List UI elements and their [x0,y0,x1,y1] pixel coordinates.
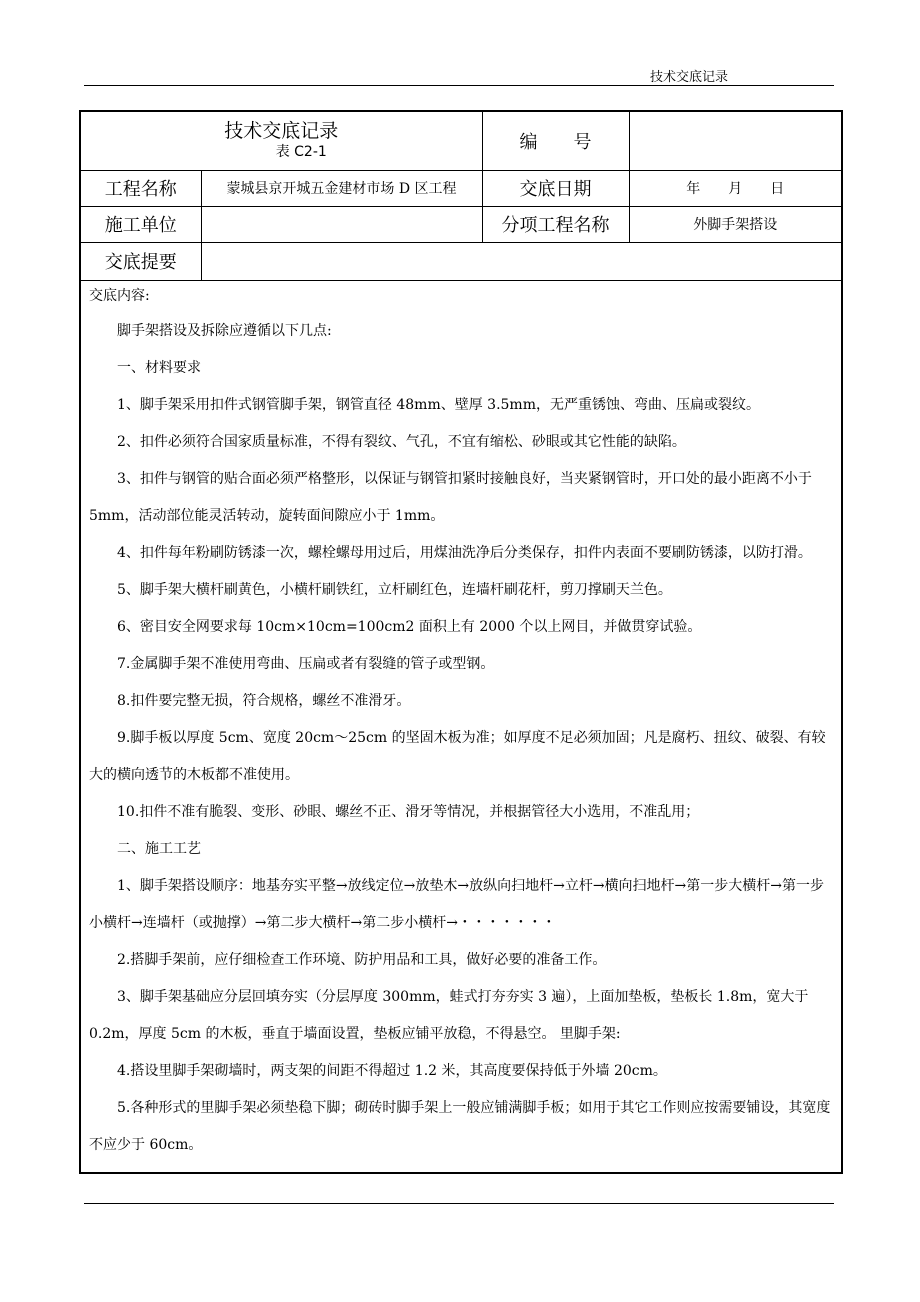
content-paragraph: 一、材料要求 [117,359,201,376]
content-paragraph: 3、扣件与钢管的贴合面必须严格整形，以保证与钢管扣紧时接触良好，当夹紧钢管时，开口处的最小距离不小于 5mm，活动部位能灵活转动，旋转面间隙应小于 1mm。 [89,470,812,524]
date-label: 交底日期 [482,170,629,206]
number-label: 编 号 [482,111,629,170]
content-paragraph: 脚手架搭设及拆除应遵循以下几点: [117,322,332,339]
content-paragraph: 5.各种形式的里脚手架必须垫稳下脚；砌砖时脚手架上一般应铺满脚手板；如用于其它工作则应按需要铺设，其宽度不应少于 60cm。 [89,1099,831,1153]
content-paragraph: 5、脚手架大横杆刷黄色，小横杆刷铁红，立杆刷红色，连墙杆刷花杆，剪刀撑刷天兰色。 [117,581,672,598]
form-subtitle: 表 C2-1 [275,143,327,160]
content-paragraph: 3、脚手架基础应分层回填夯实（分层厚度 300mm，蛙式打夯夯实 3 遍），上面加垫板，垫板长 1.8m，宽大于 0.2m，厚度 5cm 的木板，垂直于墙面设置，垫板应铺平放稳，不得悬空。 里脚手架: [89,988,809,1042]
project-name-value[interactable]: 蒙城县京开城五金建材市场 D 区工程 [201,170,482,206]
content-paragraph: 4.搭设里脚手架砌墙时，两支架的间距不得超过 1.2 米，其高度要保持低于外墙 20cm。 [117,1062,667,1079]
disclosure-content-cell [80,280,842,1173]
disclosure-form-table [79,110,843,1174]
running-header-title: 技术交底记录 [650,70,729,85]
content-paragraph: 2.搭脚手架前，应仔细检查工作环境、防护用品和工具，做好必要的准备工作。 [117,951,607,968]
content-label: 交底内容: [89,287,150,304]
form-title: 技术交底记录 [224,120,339,143]
content-paragraph: 10.扣件不准有脆裂、变形、砂眼、螺丝不正、滑牙等情况，并根据管径大小选用，不准乱用； [117,803,700,820]
subitem-value[interactable]: 外脚手架搭设 [629,206,842,242]
summary-value[interactable] [201,242,842,280]
header-rule [84,85,834,86]
content-paragraph: 7.金属脚手架不准使用弯曲、压扁或者有裂缝的管子或型钢。 [117,655,495,672]
content-paragraph: 二、施工工艺 [117,840,201,857]
footer-rule [84,1203,834,1204]
subitem-label: 分项工程名称 [482,206,629,242]
construction-unit-value[interactable] [201,206,482,242]
form-title-cell [80,111,482,170]
content-paragraph: 8.扣件要完整无损，符合规格，螺丝不准滑牙。 [117,692,411,709]
content-paragraph: 1、脚手架搭设顺序：地基夯实平整→放线定位→放垫木→放纵向扫地杆→立杆→横向扫地杆→第一步大横杆→第一步小横杆→连墙杆（或抛撑）→第二步大横杆→第二步小横杆→・・・・・・・ [89,877,825,931]
construction-unit-label: 施工单位 [80,206,201,242]
content-paragraph: 2、扣件必须符合国家质量标准，不得有裂纹、气孔，不宜有缩松、砂眼或其它性能的缺陷。 [117,433,686,450]
content-paragraph: 9.脚手板以厚度 5cm、宽度 20cm～25cm 的坚固木板为准；如厚度不足必须加固；凡是腐朽、扭纹、破裂、有较大的横向透节的木板都不准使用。 [89,729,826,783]
content-paragraph: 1、脚手架采用扣件式钢管脚手架，钢管直径 48mm、壁厚 3.5mm，无严重锈蚀、弯曲、压扁或裂纹。 [117,396,760,413]
number-value[interactable] [629,111,842,170]
content-paragraph: 6、密目安全网要求每 10cm×10cm=100cm2 面积上有 2000 个以上网目，并做贯穿试验。 [117,618,702,635]
summary-label: 交底提要 [80,242,201,280]
date-value[interactable]: 年 月 日 [629,170,842,206]
content-paragraph: 4、扣件每年粉刷防锈漆一次，螺栓螺母用过后，用煤油洗净后分类保存，扣件内表面不要刷防锈漆，以防打滑。 [117,544,812,561]
project-name-label: 工程名称 [80,170,201,206]
